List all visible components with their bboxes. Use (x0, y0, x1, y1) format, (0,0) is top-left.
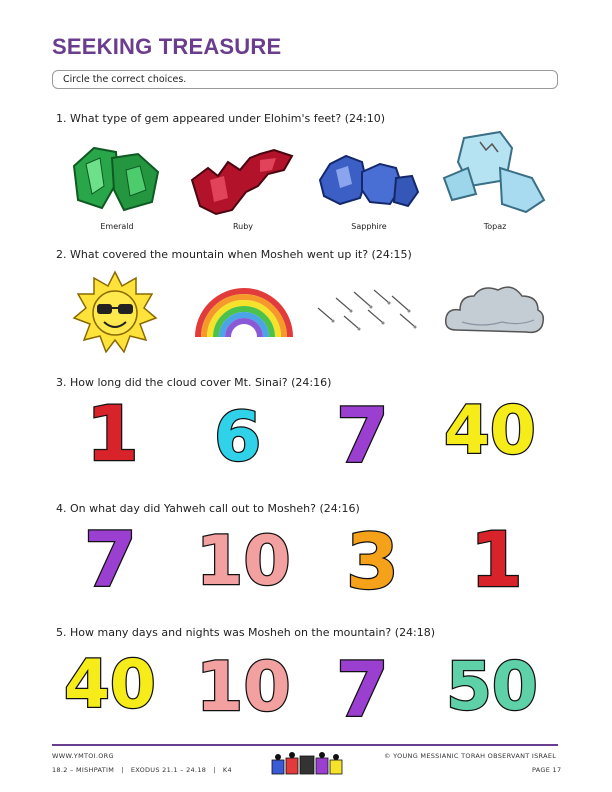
topaz-choice[interactable] (440, 128, 550, 216)
question-4: 4. On what day did Yahweh call out to Mosheh? (24:16) (56, 502, 360, 515)
number-1: 1 (470, 515, 523, 604)
number-10: 10 (196, 648, 291, 727)
footer-website[interactable]: WWW.YMTOI.ORG (52, 752, 114, 760)
footer-divider (52, 744, 558, 746)
sapphire-gem-icon (316, 150, 420, 210)
topaz-gem-icon (440, 128, 550, 216)
number-10: 10 (196, 522, 291, 601)
sun-with-sunglasses-icon (72, 270, 158, 354)
ruby-choice[interactable] (188, 140, 296, 216)
footer-lesson: 18.2 – MISHPATIM | EXODUS 21.1 – 24.18 | K4 (52, 766, 232, 774)
logo-icon (270, 752, 346, 782)
rainbow-choice[interactable] (192, 285, 296, 341)
number-7: 7 (336, 391, 389, 480)
question-2: 2. What covered the mountain when Mosheh went up it? (24:15) (56, 248, 412, 261)
sapphire-choice[interactable] (316, 150, 420, 210)
rain-icon (314, 288, 424, 336)
number-40: 40 (444, 392, 536, 469)
footer-page-number: PAGE 17 (532, 766, 562, 774)
number-7: 7 (336, 645, 389, 734)
emerald-label: Emerald (100, 222, 134, 231)
number-40: 40 (64, 646, 156, 723)
question-3: 3. How long did the cloud cover Mt. Sinai? (24:16) (56, 376, 332, 389)
number-50: 50 (446, 648, 538, 725)
sun-choice[interactable] (72, 270, 158, 354)
sapphire-label: Sapphire (351, 222, 387, 231)
cloud-icon (442, 280, 546, 340)
emerald-choice[interactable] (66, 136, 162, 216)
question-1: 1. What type of gem appeared under Elohim's feet? (24:10) (56, 112, 386, 125)
page-title: SEEKING TREASURE (52, 34, 282, 59)
instructions-box: Circle the correct choices. (52, 70, 558, 89)
footer-copyright: © YOUNG MESSIANIC TORAH OBSERVANT ISRAEL (384, 752, 557, 760)
topaz-label: Topaz (483, 222, 507, 231)
rain-choice[interactable] (314, 288, 424, 336)
emerald-gem-icon (66, 136, 162, 216)
ruby-label: Ruby (232, 222, 254, 231)
number-6: 6 (214, 398, 262, 477)
ruby-gem-icon (188, 140, 296, 216)
number-3: 3 (346, 517, 399, 606)
rainbow-icon (192, 285, 296, 341)
question-5: 5. How many days and nights was Mosheh on the mountain? (24:18) (56, 626, 436, 639)
number-1: 1 (86, 389, 139, 478)
number-7: 7 (84, 515, 137, 604)
cloud-choice[interactable] (442, 280, 546, 340)
